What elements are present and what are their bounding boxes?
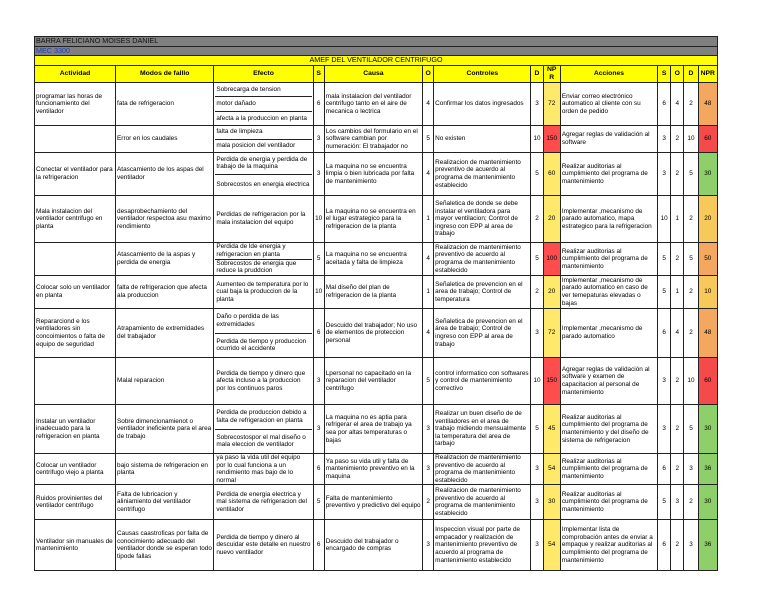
ocurrencia-cell: 5 [423,358,434,405]
acciones-cell: Implementar ,mecanismo de parado automatico [560,309,657,358]
ocurrencia-final-cell: 4 [671,309,684,358]
causa-cell: Falta de mantenimiento preventivo y predictivo del equipo [324,485,422,520]
severidad-final-cell: 6 [658,309,671,358]
controles-cell: Confirmar los datos ingresados [434,83,531,126]
controles-cell: Realizar un buen diseño de de ventiladores en el area de trabajo midiendo mensualmente la temperatura del area de tarbajo [434,405,531,454]
severidad-cell: 3 [313,405,324,454]
deteccion-cell: 2 [531,196,543,243]
causa-cell: Descuido del trabajador o encargado de compras [324,520,422,571]
efecto-cell [214,405,313,454]
npr-final-cell: 20 [698,196,717,243]
modo-falla-cell: Atrapamiento de extremidades del trabajador [116,309,214,358]
deteccion-final-cell: 2 [684,485,698,520]
modo-falla-cell: desaprobechamiento del ventilador respectoa asu maximo rendimiento [116,196,214,243]
deteccion-cell: 5 [531,243,543,276]
causa-cell: mala instalacion del ventilador centrifugo tanto en el aire de mecanica o lectrica [324,83,422,126]
acciones-cell: Realizar auditorias al cumplimiento del programa de mantenimiento [560,243,657,276]
npr-final-cell: 60 [698,126,717,153]
table-row [35,153,718,196]
course-code: MEC 3300 [35,47,718,56]
efecto-line: Sobrecostos en energia electrica [216,180,310,188]
severidad-final-cell: 6 [658,83,671,126]
deteccion-cell: 3 [531,83,543,126]
table-row [35,358,718,405]
ocurrencia-final-cell: 2 [671,520,684,571]
npr-final-cell: 36 [698,520,717,571]
table-row [35,309,718,358]
actividad-cell [35,243,116,276]
npr-final-cell: 60 [698,358,717,405]
modo-falla-cell: Atascamiento de la aspas y perdida de energia [116,243,214,276]
controles-cell: Señaletica de prevencion en el area de trabajo; Control de temperatura [434,276,531,309]
npr-cell: 150 [543,126,560,153]
npr-final-cell: 48 [698,309,717,358]
efecto-line: Perdidas de refrigeracion por la mala instalacion del equipo [216,211,306,226]
column-header: S [313,65,324,82]
causa-cell: Descuido del trabajador; No uso de elementos de proteccion personal [324,309,422,358]
npr-cell: 45 [543,405,560,454]
column-header-row [35,65,718,82]
controles-cell: Realizacion de mantenimiento preventivo de acuerdo al programa de mantenimiento establecido [434,243,531,276]
deteccion-final-cell: 2 [684,276,698,309]
ocurrencia-final-cell: 2 [671,243,684,276]
deteccion-cell: 3 [531,454,543,485]
table-row [35,83,718,126]
deteccion-final-cell: 5 [684,153,698,196]
causa-cell: Lpersonal no capacitado en la reparacion del ventilador centrifugo [324,358,422,405]
acciones-cell: Realizar auditorias al cumplimiento del programa de mantenimiento [560,454,657,485]
severidad-final-cell: 5 [658,243,671,276]
actividad-cell: Colocar solo un ventilador en planta [35,276,116,309]
npr-final-cell: 10 [698,276,717,309]
ocurrencia-final-cell: 1 [671,276,684,309]
acciones-cell: Realizar auditorias al cumplimiento del programa de mantenimiento y del diseño de sistema de refrigeracion [560,405,657,454]
actividad-cell: Conectar el ventilador para la refrigeracion [35,153,116,196]
ocurrencia-cell: 3 [423,405,434,454]
column-header: S [658,65,671,82]
column-header: NPR [698,65,717,82]
causa-cell: La maquina no se encuentra aceitada y falta de limpieza [324,243,422,276]
ocurrencia-final-cell: 2 [671,126,684,153]
efecto-line: falta de limpieza [215,126,311,140]
column-header: Actividad [35,65,116,82]
ocurrencia-cell: 4 [423,309,434,358]
npr-final-cell: 30 [698,485,717,520]
controles-cell: Realizacion de mantenimiento preventivo de acuerdo al programa de mantenimiento establecido [434,153,531,196]
modo-falla-cell: Error en los caudales [116,126,214,153]
deteccion-final-cell: 2 [684,196,698,243]
severidad-final-cell: 3 [658,405,671,454]
table-row [35,196,718,243]
deteccion-final-cell: 3 [684,454,698,485]
severidad-cell: 10 [313,196,324,243]
modo-falla-cell: Sobre dimencionamienot o ventilador ineficiente para el area de trabajo [116,405,214,454]
column-header: NPR [543,65,560,82]
table-row [35,405,718,454]
severidad-cell: 6 [313,309,324,358]
ocurrencia-cell: 2 [423,485,434,520]
deteccion-final-cell: 2 [684,309,698,358]
severidad-final-cell: 5 [658,485,671,520]
efecto-line: Aumenteo de temperatura por lo cual baja la produccion de la planta [216,280,309,303]
ocurrencia-final-cell: 3 [671,485,684,520]
npr-cell: 20 [543,196,560,243]
severidad-final-cell: 6 [658,520,671,571]
causa-cell: La maquina no se encuentra en el lugar estrategico para la refrigeracion de la planta [324,196,422,243]
efecto-line: ya paso la vida util del equipo por lo cual funciona a un rendimiento mas bajo de lo normal [216,454,301,484]
ocurrencia-cell: 1 [423,196,434,243]
controles-cell: Señaletica de prevencion en el área de trabajo; Control de ingreso con EPP al area de trabajo [434,309,531,358]
acciones-cell: Enviar correo electrónico automatico al cliente con su orden de pedido [560,83,657,126]
ocurrencia-final-cell: 2 [671,405,684,454]
deteccion-cell: 3 [531,520,543,571]
controles-cell: Señaletica de donde se debe instalar el ventiladora para mayor ventilacion; Control de ingreso con EPP al area de trabajo [434,196,531,243]
actividad-cell: Colocar un ventilador centrifugo viejo a planta [35,454,116,485]
ocurrencia-cell: 4 [423,153,434,196]
deteccion-cell: 10 [531,358,543,405]
deteccion-cell: 5 [531,405,543,454]
controles-cell: Inspeccion visual por parte de empacador y realización de mantenimiento preventivo de acuerdo al programa de mantenimiento establecido [434,520,531,571]
column-header: Modos de falllo [116,65,214,82]
efecto-cell [214,358,313,405]
ocurrencia-cell: 4 [423,83,434,126]
npr-cell: 54 [543,520,560,571]
deteccion-cell: 2 [531,276,543,309]
modo-falla-cell: Malal reparacion [116,358,214,405]
column-header: Efecto [214,65,313,82]
acciones-cell: Realizar auditorias al cumplimiento del programa de mantenimiento [560,485,657,520]
efecto-line: Perdida de tiempo y dinero que afecta incluso a la produccion por los continuos paros [216,369,306,392]
column-header: O [671,65,684,82]
column-header: Acciones [560,65,657,82]
causa-cell: La maquina no es aptia para refrigerar el area de trabajo ya sea por altas temperaturas o bajas [324,405,422,454]
efecto-line: Sobrecostospor el mal diseño o mala eleccion de ventilador [216,433,306,449]
controles-cell: No existen [434,126,531,153]
severidad-final-cell: 3 [658,153,671,196]
table-row [35,520,718,571]
column-header: Causa [324,65,422,82]
severidad-cell: 5 [313,485,324,520]
efecto-line: Perdida de energia electrica y mal sistema de refrigeracion del ventilador [216,490,307,513]
ocurrencia-cell: 4 [423,243,434,276]
npr-cell: 100 [543,243,560,276]
acciones-cell: Realizar auditorias al cumplimiento del programa de mantenimiento [560,153,657,196]
efecto-cell [214,83,313,126]
table-row [35,454,718,485]
efecto-cell [214,153,313,196]
ocurrencia-final-cell: 2 [671,358,684,405]
efecto-line: mala posicion del ventilador [216,141,296,149]
ocurrencia-cell: 3 [423,454,434,485]
ocurrencia-final-cell: 2 [671,454,684,485]
ocurrencia-final-cell: 2 [671,153,684,196]
npr-cell: 72 [543,309,560,358]
npr-final-cell: 30 [698,153,717,196]
npr-cell: 72 [543,83,560,126]
modo-falla-cell: Atascamiento de los aspas del ventilador [116,153,214,196]
deteccion-cell: 3 [531,309,543,358]
severidad-cell: 3 [313,153,324,196]
ocurrencia-final-cell: 1 [671,196,684,243]
actividad-cell: Repararciond e los ventiladores sin concoimientos o falta de equipo de seguridad [35,309,116,358]
deteccion-final-cell: 5 [684,243,698,276]
efecto-cell [214,309,313,358]
efecto-line: Perdida de tiempo y produccion ocurrido el accidente [216,337,307,353]
npr-cell: 20 [543,276,560,309]
severidad-final-cell: 3 [658,126,671,153]
ocurrencia-cell: 1 [423,276,434,309]
npr-final-cell: 50 [698,243,717,276]
efecto-cell [214,485,313,520]
npr-final-cell: 36 [698,454,717,485]
efecto-line: Daño o perdida de las extremidades [215,309,311,334]
efecto-line: Sobrecostos de energia que reduce la pruddcion [216,259,297,275]
severidad-cell: 3 [313,358,324,405]
deteccion-final-cell: 5 [684,405,698,454]
column-header: O [423,65,434,82]
severidad-cell: 6 [313,83,324,126]
deteccion-final-cell: 10 [684,358,698,405]
efecto-cell [214,126,313,153]
npr-cell: 54 [543,454,560,485]
table-row [35,276,718,309]
deteccion-final-cell: 2 [684,83,698,126]
npr-cell: 30 [543,485,560,520]
actividad-cell: programar las horas de funcionamiento del ventilador [35,83,116,126]
table-row [35,243,718,276]
npr-final-cell: 48 [698,83,717,126]
efecto-line: Perdida de energia y perdida de trabajo de la maquina [215,153,311,175]
actividad-cell: Instalar un ventilador inadecuado para la refrigeracion en planta [35,405,116,454]
causa-cell: Los cambios del formulario en el software cambian por numeración: El trabajador no [324,126,422,153]
efecto-cell [214,243,313,276]
modo-falla-cell: Falta de lubricacion y aliniamiento del ventilador centrifugo [116,485,214,520]
actividad-cell: Ruidos provinientes del ventilador centrifugo [35,485,116,520]
efecto-cell [214,196,313,243]
severidad-final-cell: 3 [658,358,671,405]
deteccion-cell: 3 [531,485,543,520]
modo-falla-cell: fata de refrigeracion [116,83,214,126]
efecto-line: Perdida de produccion debido a falta de refrigeracion en planta [215,405,311,430]
table-row [35,485,718,520]
causa-cell: Ya paso su vida util y falta de mantenimiento preventivo en la maquina [324,454,422,485]
actividad-cell [35,126,116,153]
ocurrencia-cell: 3 [423,520,434,571]
efecto-line: Perdida de lde energia y refrigeracion en planta [215,243,311,260]
controles-cell: Realizacion de mantenimiento preventivo de acuerdo al programa de mantenimiento establecido [434,454,531,485]
severidad-cell: 3 [313,126,324,153]
column-header: Controles [434,65,531,82]
deteccion-final-cell: 10 [684,126,698,153]
efecto-cell [214,520,313,571]
severidad-final-cell: 10 [658,196,671,243]
npr-final-cell: 30 [698,405,717,454]
modo-falla-cell: Causas caastroficas por falta de conocimiento adecuado del ventilador donde se esperan todo tipode fallas [116,520,214,571]
table-title: AMEF DEL VENTILADOR CENTRIFUGO [35,56,718,65]
actividad-cell [35,358,116,405]
controles-cell: control informatico con softwares y control de mantenimiento correctivo [434,358,531,405]
actividad-cell: Ventilador sin manuales de mantenimiento [35,520,116,571]
ocurrencia-cell: 5 [423,126,434,153]
deteccion-cell: 5 [531,153,543,196]
npr-cell: 60 [543,153,560,196]
table-row [35,126,718,153]
acciones-cell: Implementar lista de comprobación antes de enviar a empaque y realizar auditorias al cumplimiento del programa de mantenimiento [560,520,657,571]
deteccion-cell: 10 [531,126,543,153]
acciones-cell: Agregar reglas de validación al software [560,126,657,153]
modo-falla-cell: bajo sistema de refrigeracion en planta [116,454,214,485]
modo-falla-cell: falta de refrigeracion que afecta ala produccion [116,276,214,309]
acciones-cell: Implementar ,mecanismo de parado automatico, mapa estrategico para la refrigeracion [560,196,657,243]
column-header: D [531,65,543,82]
efecto-line: Perdida de tiempo y dinero al descuidar este detalle en nuestro nuevo ventilador [216,533,311,556]
efecto-line: motor dañado [215,97,311,111]
severidad-cell: 6 [313,454,324,485]
severidad-final-cell: 6 [658,454,671,485]
amef-table [34,36,718,571]
column-header: D [684,65,698,82]
acciones-cell: Implementar ,mecanismo de parado automatico en caso de ver temepaturas elevadas o bajas [560,276,657,309]
severidad-cell: 6 [313,520,324,571]
npr-cell: 150 [543,358,560,405]
efecto-cell [214,454,313,485]
efecto-line: Sobrecarga de tension [215,83,311,97]
student-name: BARRA FELICIANO MOISES DANIEL [35,37,718,47]
actividad-cell: Mala instalacion del ventilador centrifugo en planta [35,196,116,243]
severidad-final-cell: 5 [658,276,671,309]
severidad-cell: 10 [313,276,324,309]
ocurrencia-final-cell: 4 [671,83,684,126]
causa-cell: Mal diseño del plan de refrigeracion de la planta [324,276,422,309]
severidad-cell: 5 [313,243,324,276]
acciones-cell: Agregar reglas de validación al software y examen de capacitacion al personal de mantenimiento [560,358,657,405]
deteccion-final-cell: 3 [684,520,698,571]
controles-cell: Realizacion de mantenimiento preventivo de acuerdo al programa de mantenimiento establecido [434,485,531,520]
efecto-cell [214,276,313,309]
efecto-line: afecta a la produccion en planta [216,114,307,122]
causa-cell: La maquina no se encuentra limpia o bien lubricada por falta de mantenimiento [324,153,422,196]
